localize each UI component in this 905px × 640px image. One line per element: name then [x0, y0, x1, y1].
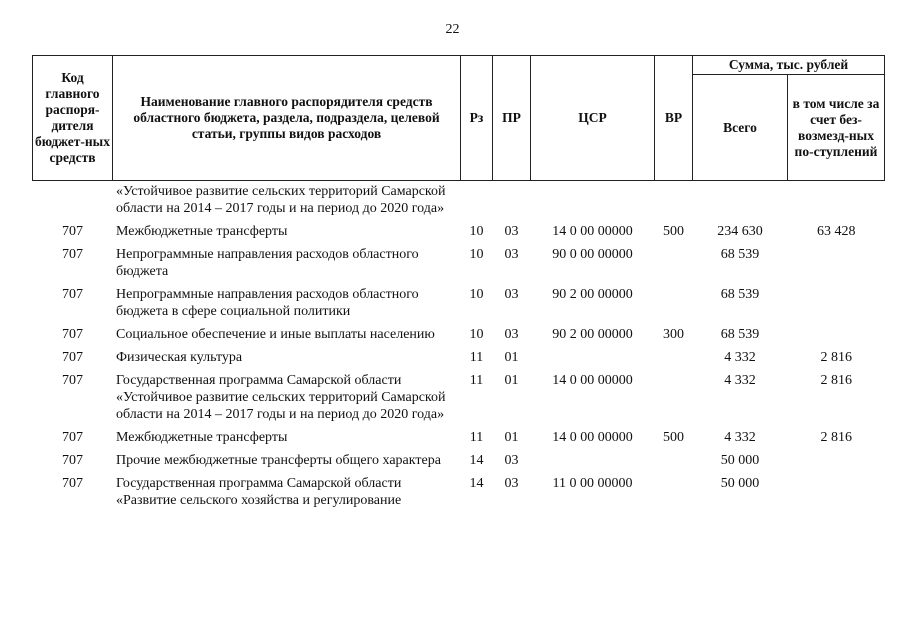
cell-csr: 11 0 00 00000 [552, 476, 633, 491]
header-name: Наименование главного распорядителя средств областного бюджета, раздела, подраздела, целевой статьи, группы видов расходов [113, 56, 461, 181]
cell-csr [531, 181, 655, 224]
cell-code: 707 [62, 327, 83, 342]
cell-csr [531, 349, 655, 372]
header-sum-group: Сумма, тыс. рублей [693, 56, 885, 75]
cell-pr: 03 [504, 476, 519, 491]
cell-rz [461, 181, 493, 224]
cell-free: 2 816 [820, 373, 852, 388]
cell-name: Государственная программа Самарской области «Устойчивое развитие сельских территорий Самарской области на 2014 – 2017 годы и на период до 2020 года» [116, 373, 446, 422]
cell-free [788, 452, 885, 475]
cell-name: Непрограммные направления расходов областного бюджета [116, 247, 419, 279]
table-row [33, 349, 885, 372]
cell-free [788, 181, 885, 224]
table-row [33, 246, 885, 286]
cell-pr: 03 [504, 224, 519, 239]
table-row [33, 286, 885, 326]
cell-rz: 11 [469, 430, 484, 445]
cell-code: 707 [62, 373, 83, 388]
cell-name: «Устойчивое развитие сельских территорий Самарской области на 2014 – 2017 годы и на период до 2020 года» [116, 184, 446, 216]
cell-total: 68 539 [720, 287, 760, 302]
cell-free [788, 326, 885, 349]
cell-vr: 300 [663, 327, 684, 342]
cell-free [788, 475, 885, 515]
cell-rz: 10 [469, 327, 484, 342]
cell-rz: 10 [469, 224, 484, 239]
cell-code: 707 [62, 453, 83, 468]
cell-csr: 90 2 00 00000 [552, 287, 633, 302]
cell-pr: 01 [504, 350, 519, 365]
cell-total: 68 539 [720, 247, 760, 262]
table-header [33, 56, 885, 181]
cell-vr [655, 452, 693, 475]
cell-name: Непрограммные направления расходов областного бюджета в сфере социальной политики [116, 287, 419, 319]
cell-rz: 11 [469, 350, 484, 365]
cell-code: 707 [62, 287, 83, 302]
header-code: Код главного распоря-дителя бюджет-ных средств [33, 56, 113, 181]
table-row [33, 372, 885, 429]
cell-pr: 01 [504, 373, 519, 388]
cell-total: 4 332 [724, 373, 756, 388]
table-row [33, 429, 885, 452]
cell-name: Прочие межбюджетные трансферты общего характера [116, 453, 441, 468]
cell-total: 50 000 [720, 476, 760, 491]
cell-csr: 14 0 00 00000 [552, 224, 633, 239]
cell-free: 2 816 [820, 350, 852, 365]
table-row [33, 475, 885, 515]
cell-vr [655, 286, 693, 326]
cell-code: 707 [62, 430, 83, 445]
cell-rz: 14 [469, 476, 484, 491]
cell-csr: 90 0 00 00000 [552, 247, 633, 262]
page-number: 22 [445, 22, 460, 37]
cell-vr [655, 372, 693, 429]
cell-rz: 14 [469, 453, 484, 468]
table-row [33, 223, 885, 246]
cell-code: 707 [62, 224, 83, 239]
cell-vr [655, 349, 693, 372]
header-pr: ПР [493, 56, 531, 181]
cell-csr: 14 0 00 00000 [552, 430, 633, 445]
cell-csr: 90 2 00 00000 [552, 327, 633, 342]
cell-total: 50 000 [720, 453, 760, 468]
cell-rz: 11 [469, 373, 484, 388]
cell-total: 234 630 [717, 224, 763, 239]
budget-expenditure-table [32, 55, 885, 515]
cell-code: 707 [62, 247, 83, 262]
cell-name: Физическая культура [116, 350, 243, 365]
cell-pr: 03 [504, 327, 519, 342]
header-total: Всего [693, 75, 788, 181]
cell-pr: 01 [504, 430, 519, 445]
cell-rz: 10 [469, 287, 484, 302]
cell-vr: 500 [663, 430, 684, 445]
cell-csr [531, 452, 655, 475]
table-row [33, 181, 885, 224]
table-body [33, 181, 885, 516]
cell-name: Социальное обеспечение и иные выплаты населению [116, 327, 435, 342]
cell-name: Государственная программа Самарской области «Развитие сельского хозяйства и регулирование [116, 476, 402, 508]
cell-total: 4 332 [724, 430, 756, 445]
cell-pr: 03 [504, 247, 519, 262]
cell-vr [655, 246, 693, 286]
cell-name: Межбюджетные трансферты [116, 430, 288, 445]
cell-free: 2 816 [820, 430, 852, 445]
cell-code: 707 [62, 476, 83, 491]
cell-vr: 500 [663, 224, 684, 239]
cell-pr: 03 [504, 287, 519, 302]
table-row [33, 452, 885, 475]
cell-vr [655, 181, 693, 224]
cell-free [788, 286, 885, 326]
cell-free: 63 428 [817, 224, 856, 239]
cell-pr [493, 181, 531, 224]
table-row [33, 326, 885, 349]
cell-csr: 14 0 00 00000 [552, 373, 633, 388]
cell-free [788, 246, 885, 286]
header-free: в том числе за счет без-возмезд-ных по-ступлений [788, 75, 885, 181]
cell-vr [655, 475, 693, 515]
cell-code: 707 [62, 350, 83, 365]
cell-total: 4 332 [724, 350, 756, 365]
cell-rz: 10 [469, 247, 484, 262]
cell-code [33, 181, 113, 224]
cell-total [693, 181, 788, 224]
cell-name: Межбюджетные трансферты [116, 224, 288, 239]
header-rz: Рз [461, 56, 493, 181]
header-vr: ВР [655, 56, 693, 181]
cell-total: 68 539 [720, 327, 760, 342]
cell-pr: 03 [504, 453, 519, 468]
header-csr: ЦСР [531, 56, 655, 181]
